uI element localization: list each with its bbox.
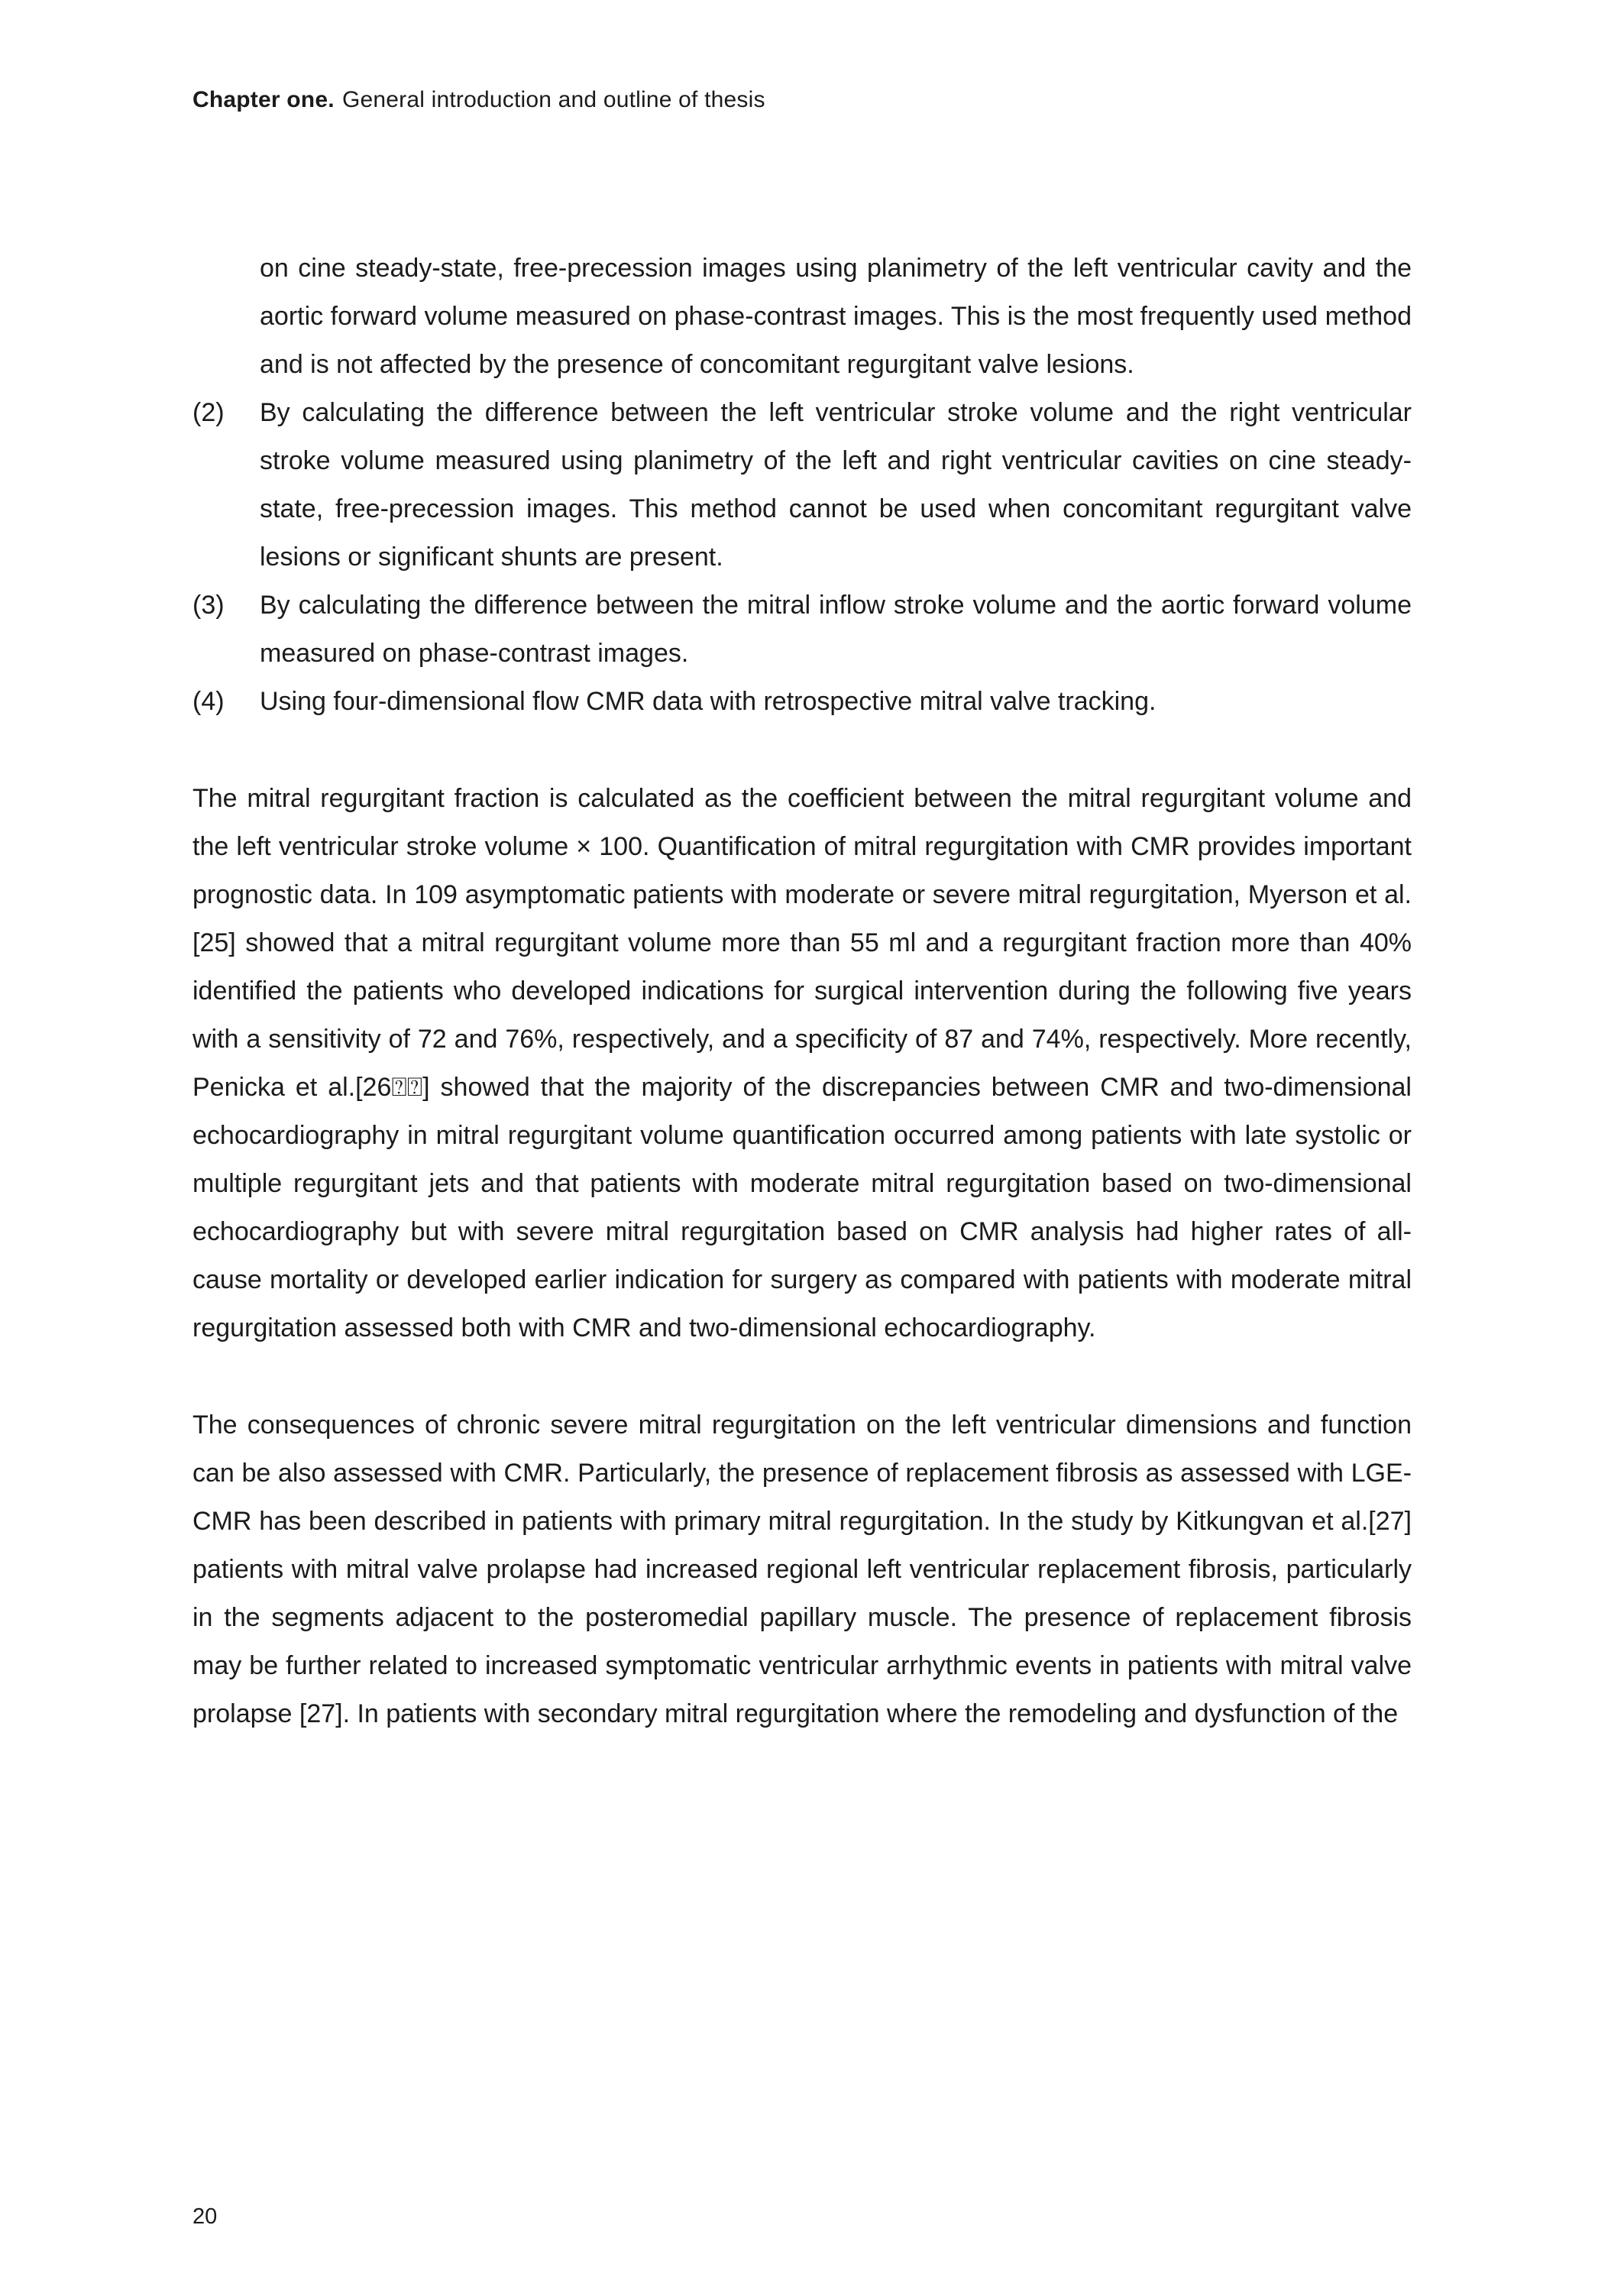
- header-title: General introduction and outline of thesis: [341, 87, 765, 112]
- chapter-label: Chapter one.: [192, 87, 335, 112]
- paragraph-consequences: The consequences of chronic severe mitral regurgitation on the left ventricular dimensions and function can be also assessed with CMR. Particularly, the presence of replacement fibrosis as assessed with LGE-CMR has been described in patients with primary mitral regurgitation. In the study by Kitkungvan et al.[27] patients with mitral valve prolapse had increased regional left ventricular replacement fibrosis, particularly in the segments adjacent to the posteromedial papillary muscle. The presence of replacement fibrosis may be further related to increased symptomatic ventricular arrhythmic events in patients with mitral valve prolapse [27]. In patients with secondary mitral regurgitation where the remodeling and dysfunction of the: [192, 1410, 1412, 1728]
- list-item-text: By calculating the difference between the mitral inflow stroke volume and the aortic forward volume measured on phase-contrast images.: [260, 591, 1412, 668]
- list-item-4: [192, 678, 1412, 726]
- list-item-text: By calculating the difference between the left ventricular stroke volume and the right ventricular stroke volume measured using planimetry of the left and right ventricular cavities on cine steady-state, free-precession images. This method cannot be used when concomitant regurgitant valve lesions or significant shunts are present.: [260, 398, 1412, 572]
- list-item-3: [192, 581, 1412, 678]
- list-item-number: (2): [192, 398, 225, 427]
- page-number: 20: [192, 2204, 218, 2229]
- list-item-text: Using four-dimensional flow CMR data with retrospective mitral valve tracking.: [260, 687, 1157, 716]
- paragraph-quantification: The mitral regurgitant fraction is calculated as the coefficient between the mitral regurgitant volume and the left ventricular stroke volume × 100. Quantification of mitral regurgitation with CMR provides important prognostic data. In 109 asymptomatic patients with moderate or severe mitral regurgitation, Myerson et al.[25] showed that a mitral regurgitant volume more than 55 ml and a regurgitant fraction more than 40% identified the patients who developed indications for surgical intervention during the following five years with a sensitivity of 72 and 76%, respectively, and a specificity of 87 and 74%, respectively. More recently, Penicka et al.[26⍰⍰] showed that the majority of the discrepancies between CMR and two-dimensional echocardiography in mitral regurgitant volume quantification occurred among patients with late systolic or multiple regurgitant jets and that patients with moderate mitral regurgitation based on two-dimensional echocardiography but with severe mitral regurgitation based on CMR analysis had higher rates of all-cause mortality or developed earlier indication for surgery as compared with patients with moderate mitral regurgitation assessed both with CMR and two-dimensional echocardiography.: [192, 784, 1412, 1342]
- body-text: [192, 245, 1412, 1738]
- list-item-number: (4): [192, 687, 225, 716]
- list-item-continuation: [192, 245, 1412, 389]
- list-item-number: [192, 245, 260, 389]
- list-item-number: (3): [192, 591, 225, 620]
- list-item-2: [192, 389, 1412, 581]
- running-header: [192, 86, 765, 115]
- list-item-text: on cine steady-state, free-precession images using planimetry of the left ventricular cavity and the aortic forward volume measured on phase-contrast images. This is the most frequently used method and is not affected by the presence of concomitant regurgitant valve lesions.: [260, 254, 1412, 379]
- method-list: [192, 245, 1412, 726]
